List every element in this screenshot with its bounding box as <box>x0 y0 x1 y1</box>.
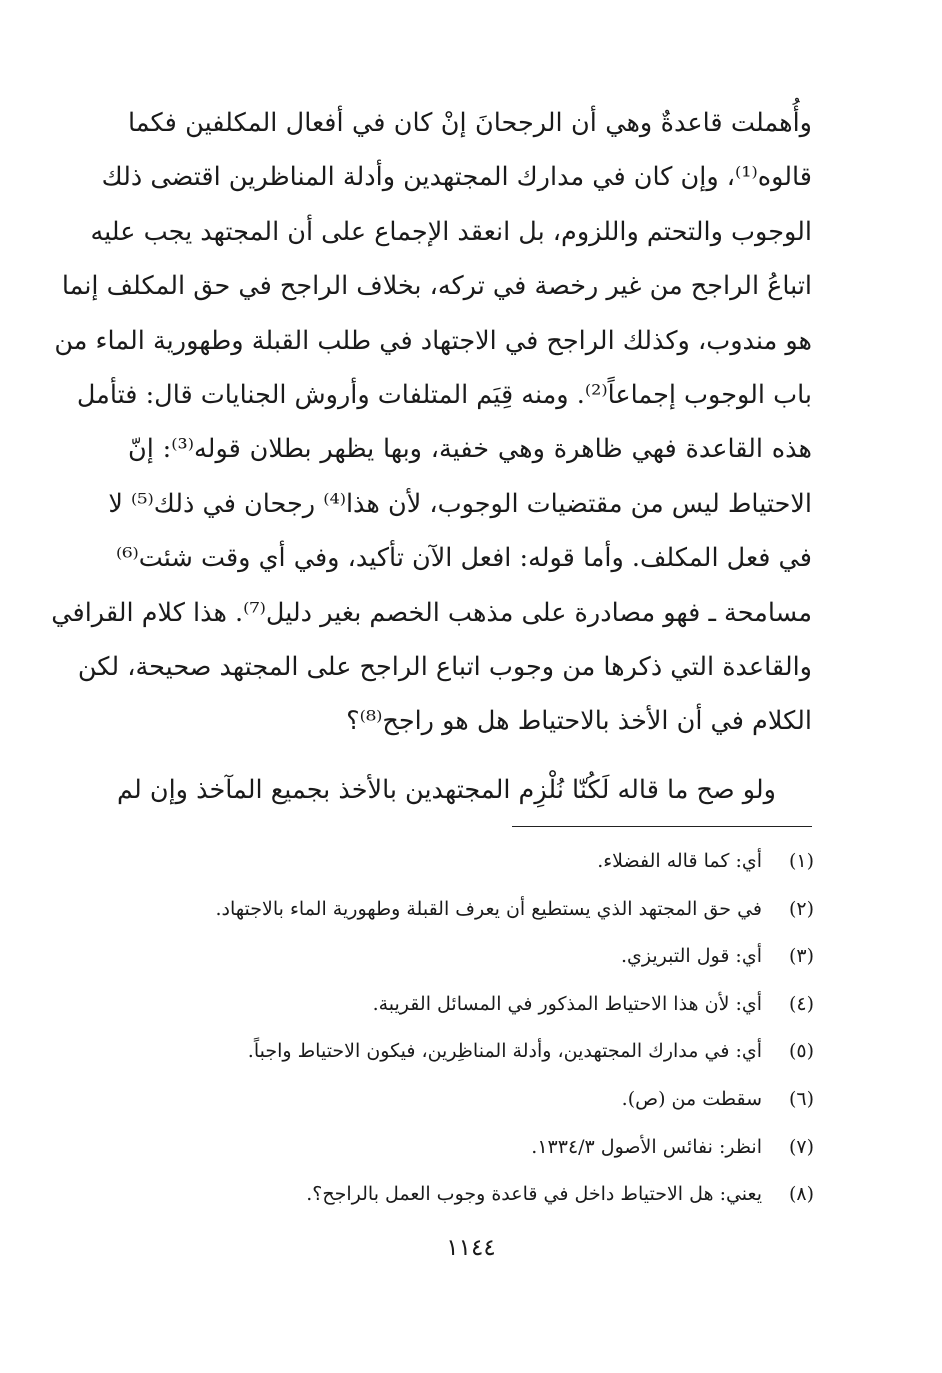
text-line: الوجوب والتحتم واللزوم، بل انعقد الإجماع على أن المجتهد يجب عليه <box>90 216 812 247</box>
footnotes <box>215 844 814 1225</box>
footnote-text: في حق المجتهد الذي يستطيع أن يعرف القبلة وطهورية الماء بالاجتهاد. <box>215 897 762 920</box>
text-line: اتباعُ الراجح من غير رخصة في تركه، بخلاف الراجح في حق المكلف إنما <box>61 271 812 302</box>
footnote-text: أي: كما قاله الفضلاء. <box>597 850 762 872</box>
footnote-number: (٣) <box>788 945 814 968</box>
footnote-number: (٤) <box>788 992 814 1015</box>
text-line: والقاعدة التي ذكرها من وجوب اتباع الراجح على المجتهد صحيحة، لكن <box>77 651 812 682</box>
text-line: هذه القاعدة فهي ظاهرة وهي خفية، وبها يظهر بطلان قوله⁽³⁾: إنّ <box>128 434 813 465</box>
text-line: وأُهملت قاعدةٌ وهي أن الرجحانَ إنْ كان في أفعال المكلفين فكما <box>128 108 812 138</box>
text-line: الكلام في أن الأخذ بالاحتياط هل هو راجح⁽⁸⁾؟ <box>346 706 812 737</box>
footnote-number: (٨) <box>788 1183 814 1206</box>
text-line: هو مندوب، وكذلك الراجح في الاجتهاد في طلب القبلة وطهورية الماء من <box>54 325 812 356</box>
footnote <box>254 1177 814 1225</box>
footnote <box>215 892 814 940</box>
page-number: ١١٤٤ <box>446 1235 496 1261</box>
footnote-text: أي: قول التبريزي. <box>620 945 762 968</box>
footnote <box>254 987 814 1035</box>
text-line: باب الوجوب إجماعاً⁽²⁾. ومنه قِيَم المتلفات وأروش الجنايات قال: فتأمل <box>76 379 812 410</box>
footnote <box>254 1130 814 1178</box>
footnote-number: (٧) <box>788 1135 814 1158</box>
paragraph-gap <box>128 749 812 763</box>
footnote-text: سقطت من (ص). <box>621 1087 762 1110</box>
footnote-text: انظر: نفائس الأصول ١٣٣٤/٣. <box>531 1135 762 1158</box>
text-line: قالوه⁽¹⁾، وإن كان في مدارك المجتهدين وأدلة المناظرين اقتضى ذلك <box>101 162 812 193</box>
text-line: في فعل المكلف. وأما قوله: افعل الآن تأكيد، وفي أي وقت شئت⁽⁶⁾ <box>115 543 812 574</box>
footnote-number: (٢) <box>788 897 814 920</box>
footnote <box>254 844 814 892</box>
main-text <box>51 96 813 817</box>
footnote <box>254 1082 814 1130</box>
footnote <box>254 939 814 987</box>
footnote-number: (٦) <box>788 1087 814 1110</box>
footnote-separator <box>512 826 812 827</box>
footnote-number: (١) <box>788 850 814 872</box>
footnote-text: أي: في مدارك المجتهدين، وأدلة المناظِرين، فيكون الاحتياط واجباً. <box>247 1040 762 1063</box>
footnote <box>247 1034 814 1082</box>
text-line: مسامحة ـ فهو مصادرة على مذهب الخصم بغير دليل⁽⁷⁾. هذا كلام القرافي <box>51 597 812 628</box>
footnote-text: يعني: هل الاحتياط داخل في قاعدة وجوب العمل بالراجح؟. <box>306 1183 762 1206</box>
footnote-text: أي: لأن هذا الاحتياط المذكور في المسائل القريبة. <box>372 992 762 1015</box>
text-line: ولو صح ما قاله لَكُنّا نُلْزِم المجتهدين بالأخذ بجميع المآخذ وإن لم <box>117 774 776 805</box>
text-line: الاحتياط ليس من مقتضيات الوجوب، لأن هذا⁽⁴⁾ رجحان في ذلك⁽⁵⁾ لا <box>108 488 812 519</box>
footnote-number: (٥) <box>788 1040 814 1063</box>
